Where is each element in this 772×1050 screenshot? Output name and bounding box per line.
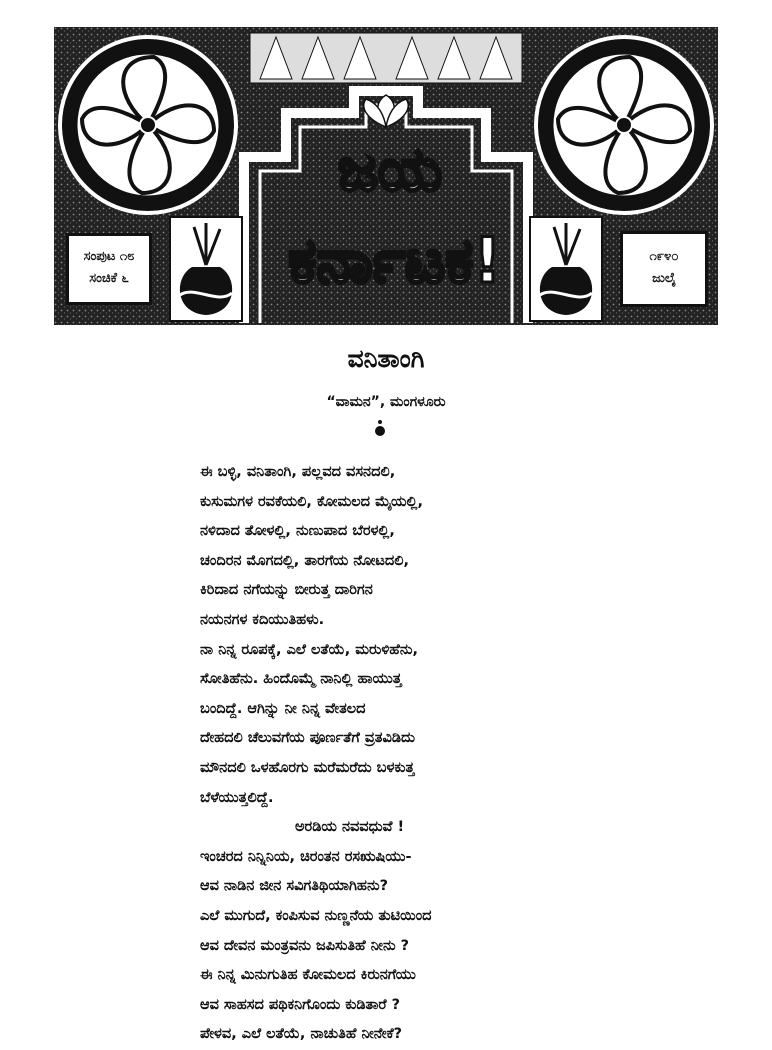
poem-title: ವನಿತಾಂಗಿ [347,344,425,373]
leaf-band-icon [250,33,522,83]
poem-line: ಮೌನದಲಿ ಒಳಹೊರಗು ಮರೆಮರೆದು ಬಳಕುತ್ತ [200,759,415,776]
poem-line: ಚಂದಿರನ ಮೊಗದಲ್ಲಿ, ತಾರಗೆಯ ನೋಟದಲಿ, [200,552,410,569]
poem-line: ಕಿರಿದಾದ ನಗೆಯನ್ನು ಬೀರುತ್ತ ದಾರಿಗನ [200,582,373,599]
masthead-title-bottom: ಕರ್ನಾಟಕ! [288,224,502,297]
poem-line: ಆವ ಸಾಹಸದ ಪಥಿಕನಿಗೊಂದು ಕುಡಿತಾರೆ ? [200,996,401,1013]
right-pot-icon [530,217,602,321]
poem-line: ಸೋತಿಹೆನು. ಹಿಂದೊಮ್ಮೆ ನಾನಿಲ್ಲಿ ಹಾಯುತ್ತ [200,671,402,688]
poem-line: ಕುಸುಮಗಳ ರವಕೆಯಲಿ, ಕೋಮಲದ ಮೈಯಲ್ಲಿ, [200,493,423,510]
poem-line: ಪೇಳವ, ಎಲೆ ಲತೆಯೆ, ನಾಚುತಿಹೆ ನೀನೇಕೆ? [200,1026,403,1043]
poem-line: ಆವ ನಾಡಿನ ಜೀನ ಸವಿಗತಿಥಿಯಾಗಿಹನು? [200,878,389,895]
masthead-title-top: ಜಯ [337,135,443,205]
poem-line: ಇಂಚರದ ನಿನ್ನಿನಿಯ, ಚಿರಂತನ ರಸಋಷಿಯು- [200,848,412,865]
issue-box [66,233,152,305]
poem-line: ಆವ ದೇವನ ಮಂತ್ರವನು ಜಪಿಸುತಿಹೆ ನೀನು ? [200,937,410,954]
poem-body [200,458,560,1050]
date-box [620,231,708,307]
poem-line: ನಯನಗಳ ಕದಿಯುತಿಹಳು. [200,611,325,628]
issue-year: ೧೯೪೦ [649,249,679,264]
poem-author: “ವಾಮನ”, ಮಂಗಳೂರು [326,394,446,410]
issue-month: ಜುಲೈ [652,271,676,286]
left-pot-icon [170,217,242,321]
poem-line: ಬಂದಿದ್ದೆ. ಆಗಿನ್ನು ನೀ ನಿನ್ನ ವೇತಲದ [200,700,366,717]
issue-volume: ಸಂಪುಟ ೧೮ [83,249,135,264]
poem-line: ಈ ನಿನ್ನ ಮಿನುಗುತಿಹ ಕೋಮಲದ ಕಿರುನಗೆಯು [200,967,416,984]
issue-number: ಸಂಚಿಕೆ ೬ [89,271,129,286]
masthead-banner [54,27,718,325]
ornament-dot-icon [375,426,385,436]
poem-line: ದೇಹದಲಿ ಚೆಲುವಗೆಯ ಪೂರ್ಣತೆಗೆ ವ್ರತವಿಡಿದು [200,730,415,747]
poem-line: ಈ ಬಳ್ಳಿ, ವನಿತಾಂಗಿ, ಪಲ್ಲವದ ವಸನದಲಿ, [200,464,396,480]
poem-line: ಬೆಳೆಯುತ್ತಲಿದ್ದೆ. [200,789,274,806]
left-rosette-icon [60,37,236,213]
poem-line: ಎಲೆ ಮುಗುದೆ, ಕಂಪಿಸುವ ನುಣ್ಣನೆಯ ತುಟಿಯಿಂದ [200,907,432,924]
poem-line: ಅರಡಿಯ ನವವಧುವೆ ! [295,819,405,836]
poem-line: ನಾ ನಿನ್ನ ರೂಪಕ್ಕೆ, ಎಲೆ ಲತೆಯೆ, ಮರುಳಿಹೆನು, [200,641,419,658]
right-rosette-icon [536,37,712,213]
poem-line: ನಳಿದಾದ ತೋಳಲ್ಲಿ, ನುಣುಪಾದ ಬೆರಳಲ್ಲಿ, [200,523,395,540]
